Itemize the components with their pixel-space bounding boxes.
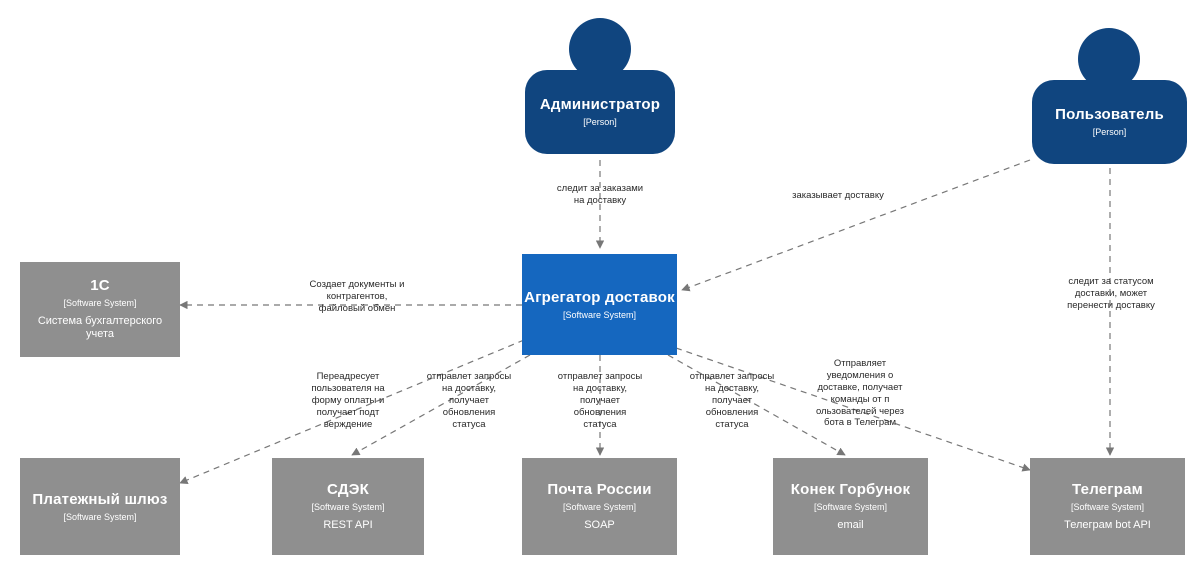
node-stereotype: [Software System] [311,502,385,512]
edge-label-aggregator-to-onec: Создает документы и контрагентов, файловый обмен [309,279,405,314]
node-stereotype: [Software System] [813,502,888,512]
edge-label-aggregator-to-cdek: отправлет запросы на доставку, получает обновления статуса [426,371,512,430]
node-title: Платежный шлюз [32,490,168,508]
edge-label-aggregator-to-konek: отправлет запросы на доставку, получает обновления статуса [689,371,775,430]
node-description: Система бухгалтерского учета [37,315,163,341]
node-title: Почта России [547,481,652,498]
edge-label-aggregator-to-payment: Переадресует пользователя на форму оплаты и получает подт верждение [311,371,385,430]
node-russian-post[interactable] [522,458,677,555]
node-payment-gateway[interactable] [20,458,180,555]
node-title: Пользователь [1055,106,1164,124]
node-title: СДЭК [327,481,369,498]
person-body [525,70,675,154]
node-title: Конек Горбунок [790,481,911,498]
node-stereotype: [Software System] [63,511,137,522]
node-title: 1С [90,277,110,295]
node-title: Телеграм [1072,481,1143,498]
node-user[interactable] [1032,28,1187,173]
node-description: Телеграм bot API [1064,518,1151,531]
node-stereotype: [Software System] [63,298,137,309]
person-body [1032,80,1187,164]
node-stereotype: [Software System] [562,502,637,512]
node-cdek[interactable] [272,458,424,555]
node-telegram[interactable] [1030,458,1185,555]
edge-label-aggregator-to-telegram: Отправляет уведомления о доставке, получает команды от п ользователей через бота в Телеграм [815,358,905,429]
edge-label-admin-to-aggregator: следит за заказами на доставку [556,183,644,206]
edge-label-user-to-telegram: следит за статусом доставки, может перенести доставку [1067,276,1155,311]
node-1c[interactable] [20,262,180,357]
node-administrator[interactable] [525,18,675,163]
node-description: SOAP [584,518,615,531]
node-stereotype: [Person] [583,117,617,128]
node-konek-gorbunok[interactable] [773,458,928,555]
node-title: Администратор [539,96,661,114]
edge-user-to-aggregator [682,160,1030,290]
node-stereotype: [Software System] [1070,502,1145,512]
node-aggregator[interactable] [522,254,677,355]
edge-label-user-to-aggregator: заказывает доставку [792,190,884,201]
node-title: Агрегатор доставок [524,288,675,306]
edge-label-aggregator-to-post: отправлет запросы на доставку, получает обновления статуса [557,371,643,430]
node-stereotype: [Person] [1092,127,1127,138]
node-description: REST API [323,518,373,531]
node-stereotype: [Software System] [562,309,637,320]
node-description: email [837,518,864,531]
